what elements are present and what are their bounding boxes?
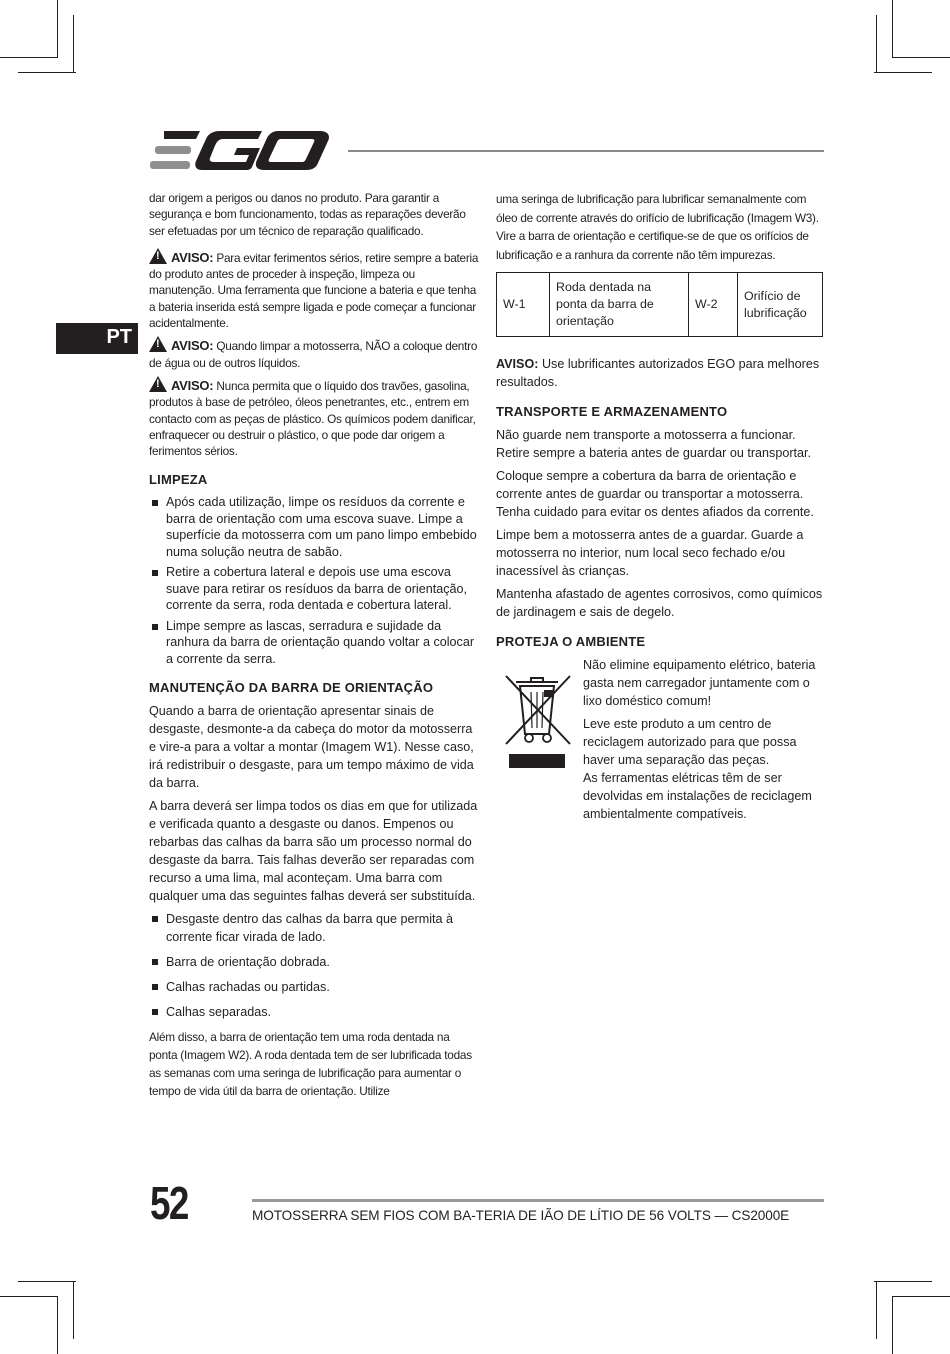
warning-label: AVISO: (171, 249, 214, 265)
crop-mark (0, 1296, 58, 1297)
crop-mark (874, 72, 932, 73)
warning-text: Quando limpar a motosserra, NÃO a coloque dentro de água ou de outros líquidos. (149, 339, 478, 370)
crop-mark (57, 0, 58, 58)
environment-heading: PROTEJA O AMBIENTE (496, 634, 646, 649)
parts-table (496, 272, 823, 337)
list-item-text: Barra de orientação dobrada. (166, 955, 330, 970)
transport-paragraph: Limpe bem a motosserra antes de a guardar. Guarde a motosserra no interior, num local seco fechado e/ou inacessível às crianças. (496, 528, 804, 578)
bullet-icon (152, 570, 158, 576)
list-item-text: Calhas separadas. (166, 1005, 272, 1020)
table-cell: Roda dentada na ponta da barra de orientação (550, 273, 689, 337)
ego-logo (150, 131, 330, 171)
list-item (149, 494, 479, 560)
bullet-icon (152, 500, 158, 506)
environment-text (583, 656, 826, 823)
crop-mark (57, 1296, 58, 1354)
warning-block (149, 336, 479, 371)
warning-text: Use lubrificantes autorizados EGO para melhores resultados. (496, 357, 820, 389)
bullet-icon (152, 984, 158, 990)
intro-paragraph: dar origem a perigos ou danos no produto. Para garantir a segurança e bom funcionamento, todas as reparações deverão ser efetuadas por um técnico de reparação qualificado. (149, 191, 466, 238)
crop-mark (892, 1296, 950, 1297)
environment-paragraph: As ferramentas elétricas têm de ser devolvidas em instalações de reciclagem ambientalmente compatíveis. (583, 771, 812, 821)
warning-icon (149, 336, 167, 352)
list-item-text: Desgaste dentro das calhas da barra que permita à corrente ficar virada de lado. (166, 912, 454, 945)
environment-paragraph: Leve este produto a um centro de reciclagem autorizado para que possa haver uma separação das peças. (583, 717, 797, 767)
language-label: PT (106, 326, 132, 348)
list-item (149, 564, 479, 614)
maintenance-paragraph: A barra deverá ser limpa todos os dias em que for utilizada e verificada quanto a desgaste ou danos. Empenos ou rebarbas das calhas da barra são um processo normal do desgaste da barra. Tais falhas deverão ser reparadas com recurso a uma lima, mal aconteçam. Uma barra com qualquer uma das seguintes falhas deverá ser substituída. (149, 799, 478, 904)
list-item-text: Calhas rachadas ou partidas. (166, 980, 330, 995)
left-column (149, 190, 479, 1105)
warning-label: AVISO: (171, 338, 214, 354)
warning-block (149, 248, 479, 331)
bullet-icon (152, 916, 158, 922)
page-number: 52 (150, 1177, 188, 1229)
warning-icon (149, 248, 167, 264)
warning-block (149, 376, 479, 459)
table-row (497, 273, 823, 337)
crop-mark (73, 1281, 74, 1339)
crop-mark (892, 0, 893, 58)
transport-paragraph: Coloque sempre a cobertura da barra de orientação e corrente antes de guardar ou transportar a motosserra. Tenha cuidado para evitar os dentes afiados da corrente. (496, 469, 814, 519)
warning-label: AVISO: (171, 377, 214, 393)
list-item-text: Limpe sempre as lascas, serradura e sujidade da ranhura da barra de orientação quando voltar a colocar a corrente da serra. (166, 618, 475, 666)
crop-mark (18, 72, 76, 73)
maintenance-paragraph: Além disso, a barra de orientação tem uma roda dentada na ponta (Imagem W2). A roda dentada tem de ser lubrificada todas as semanas com uma seringa de lubrificação para aumentar o tempo de vida útil da barra de orientação. Utilize (149, 1030, 472, 1099)
table-cell: Orifício de lubrificação (738, 273, 823, 337)
list-item (149, 618, 479, 668)
footer-rule (252, 1199, 824, 1202)
maintenance-paragraph: Quando a barra de orientação apresentar sinais de desgaste, desmonte-a da cabeça do motor da motosserra e vire-a para a voltar a montar (Imagem W1). Nesse caso, irá redistribuir o desgaste, para um tempo máximo de vida da barra. (149, 704, 474, 791)
footer-title: MOTOSSERRA SEM FIOS COM BA-TERIA DE IÃO DE LÍTIO DE 56 VOLTS — CS2000E (252, 1208, 790, 1223)
list-item-text: Após cada utilização, limpe os resíduos da corrente e barra de orientação com uma escova suave. Limpe a superfície da motosserra com um pano limpo embebido numa solução neutra de sabão. (166, 495, 477, 559)
warning-label: AVISO: (496, 357, 539, 371)
table-cell: W-2 (689, 273, 738, 337)
list-item (149, 1003, 479, 1021)
environment-paragraph: Não elimine equipamento elétrico, bateria gasta nem carregador juntamente com o lixo doméstico comum! (583, 658, 816, 708)
crop-mark (876, 1281, 877, 1339)
language-tab (56, 323, 138, 354)
crop-mark (18, 1281, 76, 1282)
warning-text: Nunca permita que o líquido dos travões, gasolina, produtos à base de petróleo, óleos penetrantes, etc., entrem em contacto com as peças de plástico. Os químicos podem danificar, enfraquecer ou destruir o plástico, o que pode dar origem a ferimentos sérios. (149, 378, 476, 459)
cleaning-heading: LIMPEZA (149, 472, 208, 488)
list-item (149, 910, 479, 946)
warning-block (496, 355, 826, 391)
cleaning-list (149, 494, 479, 667)
crop-mark (892, 57, 950, 58)
crop-mark (876, 15, 877, 73)
transport-paragraph: Mantenha afastado de agentes corrosivos, como químicos de jardinagem e sais de degelo. (496, 587, 823, 619)
list-item (149, 978, 479, 996)
warning-icon (149, 376, 167, 392)
list-item-text: Retire a cobertura lateral e depois use uma escova suave para retirar os resíduos da barra de orientação, corrente da serra, roda dentada e cobertura lateral. (166, 565, 468, 613)
warning-text: Para evitar ferimentos sérios, retire sempre a bateria do produto antes de proceder à inspeção, limpeza ou manutenção. Uma ferramenta que funcione a bateria e que tenha a bateria inserida está sempre ligada e pode começar a funcionar acidentalmente. (149, 250, 479, 331)
intro-paragraph: uma seringa de lubrificação para lubrificar semanalmente com óleo de corrente através do orifício de lubrificação (Imagem W3). Vire a barra de orientação e certifique-se de que os orifícios de lubrificação e a ranhura da corrente não têm impurezas. (496, 192, 819, 262)
transport-paragraph: Não guarde nem transporte a motosserra a funcionar. Retire sempre a bateria antes de guardar ou transportar. (496, 428, 812, 460)
transport-heading: TRANSPORTE E ARMAZENAMENTO (496, 404, 728, 419)
crop-mark (892, 1296, 893, 1354)
table-cell: W-1 (497, 273, 550, 337)
crop-mark (874, 1281, 932, 1282)
crop-mark (0, 57, 58, 58)
list-item (149, 953, 479, 971)
bullet-icon (152, 1009, 158, 1015)
bullet-icon (152, 624, 158, 630)
crop-mark (73, 15, 74, 73)
bullet-icon (152, 959, 158, 965)
fault-list (149, 910, 479, 1021)
maintenance-heading: MANUTENÇÃO DA BARRA DE ORIENTAÇÃO (149, 680, 434, 696)
header-rule (348, 150, 824, 152)
crossed-bin-icon (500, 668, 578, 770)
